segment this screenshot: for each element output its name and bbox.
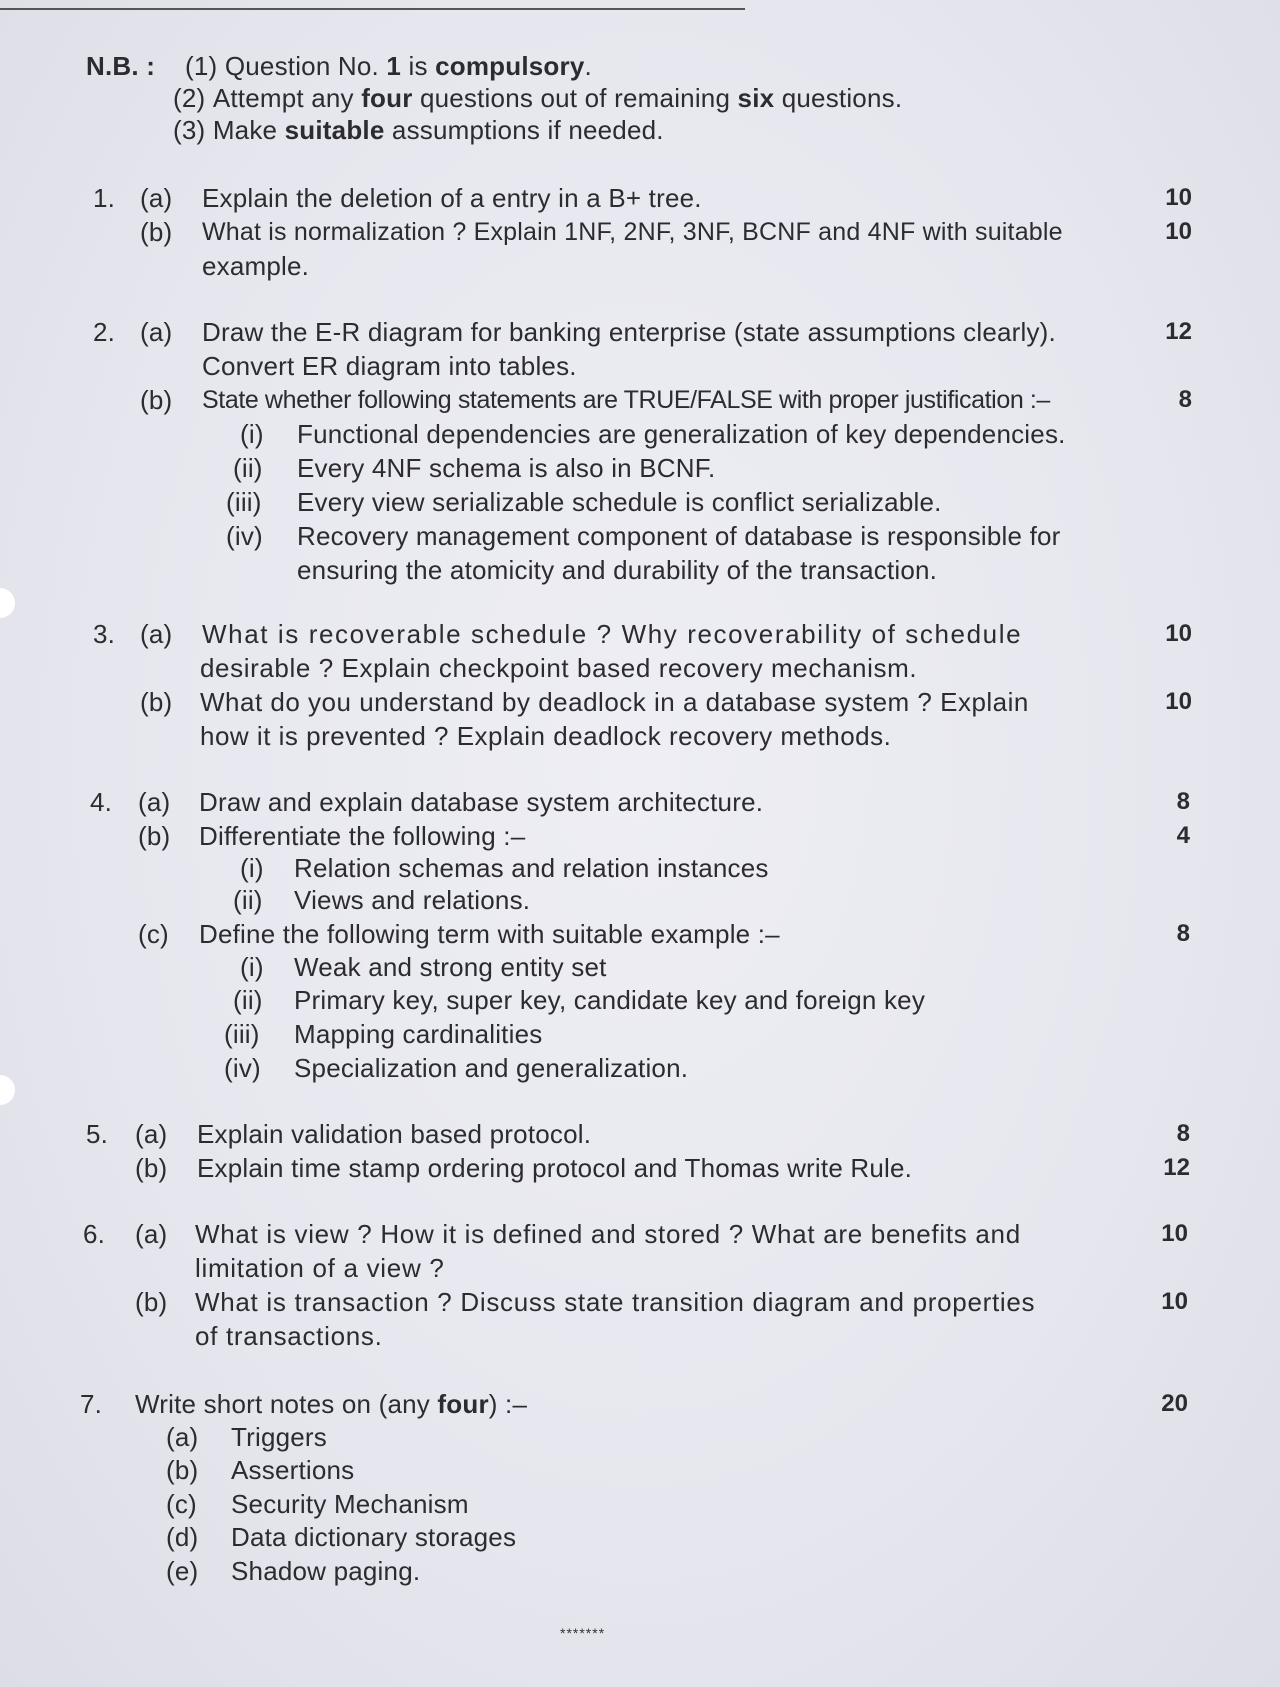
q3b-text-1: What do you understand by deadlock in a database system ? Explain [200,687,1029,717]
q1-number: 1. [93,183,116,213]
q1b-text-2: example. [202,251,310,281]
q7b-label: (b) [166,1455,199,1485]
q4b-i-label: (i) [240,853,264,883]
q3a-text-2: desirable ? Explain checkpoint based recovery mechanism. [200,653,918,683]
q5-number: 5. [86,1119,109,1149]
q2a-text-2: Convert ER diagram into tables. [202,351,577,381]
q4c-iv-text: Specialization and generalization. [294,1053,689,1083]
q5b-text: Explain time stamp ordering protocol and Thomas write Rule. [197,1153,913,1183]
q4b-label: (b) [138,821,171,851]
q1b-marks: 10 [1165,218,1192,245]
q2a-text-1: Draw the E-R diagram for banking enterprise (state assumptions clearly). [202,317,1056,347]
q2b-text: State whether following statements are TRUE/FALSE with proper justification :– [202,386,1050,414]
q2b-i-text: Functional dependencies are generalization of key dependencies. [297,419,1066,449]
q6a-text-1: What is view ? How it is defined and stored ? What are benefits and [195,1219,1021,1249]
q6b-label: (b) [135,1287,168,1317]
q5a-text: Explain validation based protocol. [197,1119,592,1149]
q2b-iv-text-2: ensuring the atomicity and durability of the transaction. [297,555,938,585]
q4c-iii-text: Mapping cardinalities [294,1019,543,1049]
q2a-label: (a) [140,317,173,347]
q1a-label: (a) [140,183,173,213]
q1b-text-1: What is normalization ? Explain 1NF, 2NF, 3NF, BCNF and 4NF with suitable [202,218,1063,246]
q7-number: 7. [80,1389,103,1419]
q5b-marks: 12 [1163,1154,1190,1181]
q6b-text-2: of transactions. [195,1321,383,1351]
punch-hole-upper [0,588,15,618]
q3a-label: (a) [140,619,173,649]
q6b-marks: 10 [1161,1288,1188,1315]
q3-number: 3. [93,619,116,649]
q4b-marks: 4 [1176,822,1190,849]
q6a-text-2: limitation of a view ? [195,1253,445,1283]
q4c-i-label: (i) [240,952,264,982]
q4c-label: (c) [138,919,169,949]
q4a-text: Draw and explain database system architecture. [199,787,764,817]
q6b-text-1: What is transaction ? Discuss state transition diagram and properties [195,1287,1036,1317]
q2b-ii-label: (ii) [233,453,263,483]
q2b-iv-label: (iv) [226,521,263,551]
q7d-text: Data dictionary storages [231,1522,517,1552]
q4a-marks: 8 [1176,788,1190,815]
q1a-marks: 10 [1165,184,1192,211]
q7e-label: (e) [166,1556,199,1586]
q3b-marks: 10 [1165,688,1192,715]
q3b-label: (b) [140,687,173,717]
q7-marks: 20 [1161,1390,1188,1417]
q4c-ii-text: Primary key, super key, candidate key and foreign key [294,985,926,1015]
q7a-label: (a) [166,1422,199,1452]
nb-item-2: (2) Attempt any four questions out of remaining six questions. [173,83,903,113]
q2b-marks: 8 [1178,386,1192,413]
nb-prefix: N.B. : [86,51,156,81]
nb-item-1: (1) Question No. 1 is compulsory. [185,51,592,81]
q7a-text: Triggers [231,1422,327,1452]
q7b-text: Assertions [231,1455,355,1485]
q2b-iii-label: (iii) [226,487,262,517]
end-marker: ******* [560,1625,606,1641]
q7c-label: (c) [166,1489,197,1519]
q4c-ii-label: (ii) [233,985,263,1015]
q1b-label: (b) [140,217,173,247]
q5a-label: (a) [135,1119,168,1149]
q4-number: 4. [90,787,113,817]
q7-text: Write short notes on (any four) :– [135,1389,528,1419]
q2a-marks: 12 [1165,318,1192,345]
q3a-text-1: What is recoverable schedule ? Why recoverability of schedule [202,619,1023,649]
q5a-marks: 8 [1176,1120,1190,1147]
q6a-label: (a) [135,1219,168,1249]
q4a-label: (a) [138,787,171,817]
q4b-ii-label: (ii) [233,885,263,915]
q6-number: 6. [83,1219,106,1249]
top-rule [0,8,745,10]
q4c-marks: 8 [1176,920,1190,947]
q2b-ii-text: Every 4NF schema is also in BCNF. [297,453,716,483]
q4b-text: Differentiate the following :– [199,821,526,851]
nb-item-3: (3) Make suitable assumptions if needed. [173,115,664,145]
q2b-i-label: (i) [240,419,264,449]
q3b-text-2: how it is prevented ? Explain deadlock recovery methods. [200,721,892,751]
q3a-marks: 10 [1165,620,1192,647]
q1a-text: Explain the deletion of a entry in a B+ tree. [202,183,702,213]
q7d-label: (d) [166,1522,199,1552]
q4b-ii-text: Views and relations. [294,885,531,915]
q2b-label: (b) [140,385,173,415]
q4c-iii-label: (iii) [224,1019,260,1049]
q5b-label: (b) [135,1153,168,1183]
q7c-text: Security Mechanism [231,1489,469,1519]
q4c-text: Define the following term with suitable example :– [199,919,780,949]
q4c-iv-label: (iv) [224,1053,261,1083]
punch-hole-lower [0,1075,15,1105]
q2b-iv-text-1: Recovery management component of database is responsible for [297,521,1061,551]
q7e-text: Shadow paging. [231,1556,421,1586]
q6a-marks: 10 [1161,1220,1188,1247]
q4c-i-text: Weak and strong entity set [294,952,607,982]
q2b-iii-text: Every view serializable schedule is conflict serializable. [297,487,942,517]
q4b-i-text: Relation schemas and relation instances [294,853,769,883]
q2-number: 2. [93,317,116,347]
